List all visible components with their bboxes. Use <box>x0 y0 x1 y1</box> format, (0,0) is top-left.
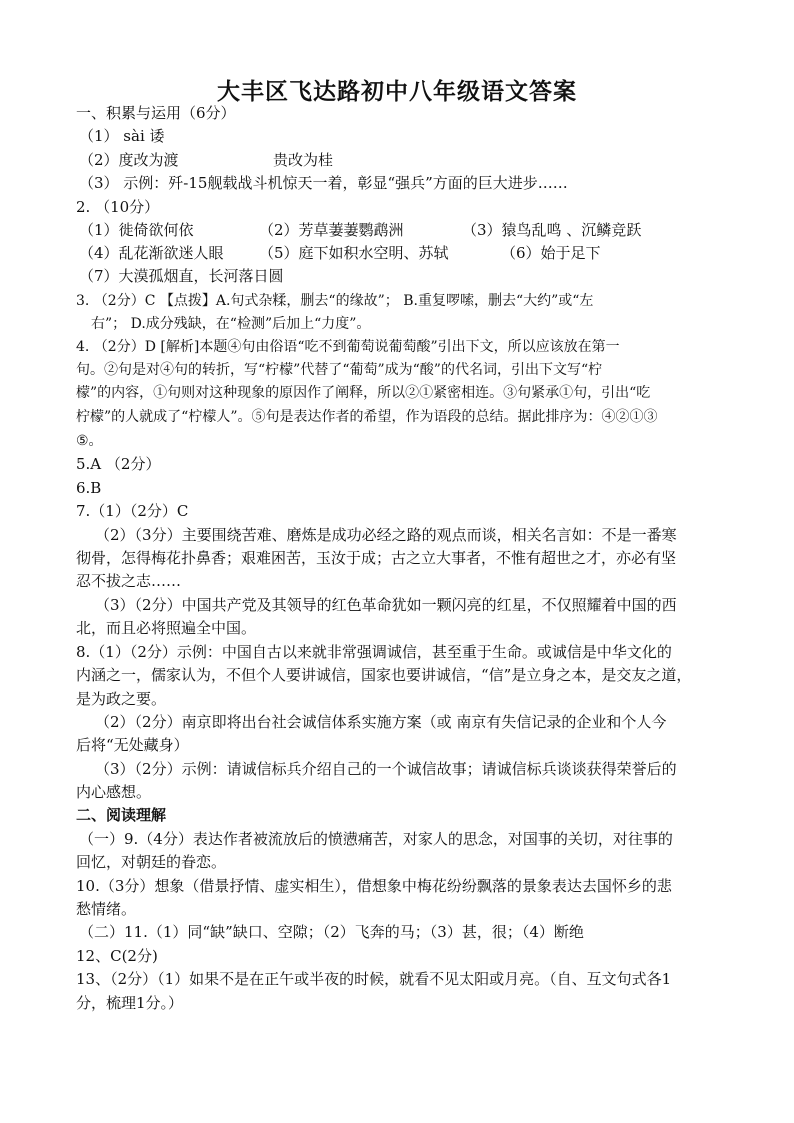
document-title: 大丰区飞达路初中八年级语文答案 <box>217 78 577 105</box>
answer-5: 5.A （2分） <box>76 455 161 473</box>
answer-8-3-line-1: （3）（2分）示例：请诚信标兵介绍自己的一个诚信故事；请诚信标兵谈谈获得荣誉后的 <box>95 760 677 778</box>
answer-1-3: （3） 示例：歼-15舰载战斗机惊天一着，彰显“强兵”方面的巨大进步…… <box>79 174 568 192</box>
section-heading-reading: 二、阅读理解 <box>76 806 167 824</box>
answer-11: （二）11.（1）同“缺”缺口、空隙；（2）飞奔的马；（3）甚，很；（4）断绝 <box>79 923 584 941</box>
answer-4-line-3: 檬”的内容，①句则对这种现象的原因作了阐释，所以②①紧密相连。③句紧承①句，引出“吃 <box>76 385 651 401</box>
answer-10-line-1: 10.（3分）想象（借景抒情、虚实相生），借想象中梅花纷纷飘落的景象表达去国怀乡的悲 <box>76 877 672 895</box>
answer-7-2-line-3: 忍不拔之志…… <box>76 572 182 590</box>
answer-3-line-2: 右”； D.成分残缺，在“检测”后加上“力度”。 <box>91 316 371 332</box>
answer-2-6: （6）始于足下 <box>501 244 601 262</box>
answer-12: 12、C(2分) <box>76 947 158 965</box>
answer-2-4: （4）乱花渐欲迷人眼 <box>79 244 224 262</box>
answer-1-2 <box>79 149 729 171</box>
answer-6: 6.B <box>76 479 102 497</box>
answer-2-row-1 <box>79 219 729 241</box>
section-heading-accumulation: 一、积累与运用（6分） <box>76 104 236 122</box>
answer-8-1-line-1: 8.（1）（2分）示例：中国自古以来就非常强调诚信，甚至重于生命。或诚信是中华文化的 <box>76 643 672 661</box>
answer-7-3-line-1: （3）（2分）中国共产党及其领导的红色革命犹如一颗闪亮的红星，不仅照耀着中国的西 <box>95 596 677 614</box>
answer-10-line-2: 愁情绪。 <box>76 900 137 918</box>
answer-1-2-second: 贵改为桂 <box>273 151 334 169</box>
answer-2-1: （1）徙倚欲何依 <box>79 221 194 239</box>
answer-4-line-1: 4. （2分）D [解析]本题④句由俗语“吃不到葡萄说葡萄酸”引出下文，所以应该放在第一 <box>76 339 620 355</box>
answer-8-2-line-1: （2）（2分）南京即将出台社会诚信体系实施方案（或 南京有失信记录的企业和个人今 <box>95 713 667 731</box>
answer-7-2-line-1: （2）（3分）主要围绕苦难、磨炼是成功必经之路的观点而谈，相关名言如：不是一番寒 <box>95 526 677 544</box>
answer-9-line-2: 回忆，对朝廷的眷恋。 <box>76 853 227 871</box>
answer-4-line-4: 柠檬”的人就成了“柠檬人”。⑤句是表达作者的希望，作为语段的总结。据此排序为：④②①③ <box>76 409 658 425</box>
answer-3-line-1: 3. （2分）C 【点拨】A.句式杂糅，删去“的缘故”； B.重复啰嗦，删去“大约”或“左 <box>76 293 594 309</box>
answer-4-line-2: 句。②句是对④句的转折，写“柠檬”代替了“葡萄”成为“酸”的代名词，引出下文写“柠 <box>76 362 603 378</box>
answer-7-2-line-2: 彻骨，怎得梅花扑鼻香；艰难困苦，玉汝于成；古之立大事者，不惟有超世之才，亦必有坚 <box>76 549 677 567</box>
answer-9-line-1: （一）9.（4分）表达作者被流放后的愤懑痛苦，对家人的思念，对国事的关切，对往事的 <box>79 830 673 848</box>
answer-7-1: 7.（1）（2分）C <box>76 502 189 520</box>
answer-13-line-2: 分，梳理1分。） <box>76 994 184 1012</box>
answer-7-3-line-2: 北，而且必将照遍全中国。 <box>76 619 257 637</box>
answer-2-row-2 <box>79 242 729 264</box>
answer-2-2: （2）芳草萋萋鹦鹉洲 <box>259 221 404 239</box>
answer-2-3: （3）猿鸟乱鸣 、沉鳞竞跃 <box>462 221 642 239</box>
answer-2-7: （7）大漠孤烟直，长河落日圆 <box>79 267 284 285</box>
question-2-heading: 2. （10分） <box>76 198 160 216</box>
answer-4-line-5: ⑤。 <box>76 433 103 449</box>
answer-1-1: （1） sài 诿 <box>79 127 165 145</box>
answer-13-line-1: 13、（2分）（1）如果不是在正午或半夜的时候，就看不见太阳或月亮。（自、互文句式各1 <box>76 970 672 988</box>
answer-8-1-line-3: 是为政之要。 <box>76 690 167 708</box>
answer-8-3-line-2: 内心感想。 <box>76 783 152 801</box>
answer-8-1-line-2: 内涵之一，儒家认为，不但个人要讲诚信，国家也要讲诚信，“信”是立身之本，是交友之道， <box>76 666 692 684</box>
answer-1-2-first: （2）度改为渡 <box>79 151 179 169</box>
answer-2-5: （5）庭下如积水空明、苏轼 <box>259 244 449 262</box>
answer-8-2-line-2: 后将“无处藏身） <box>76 736 189 754</box>
